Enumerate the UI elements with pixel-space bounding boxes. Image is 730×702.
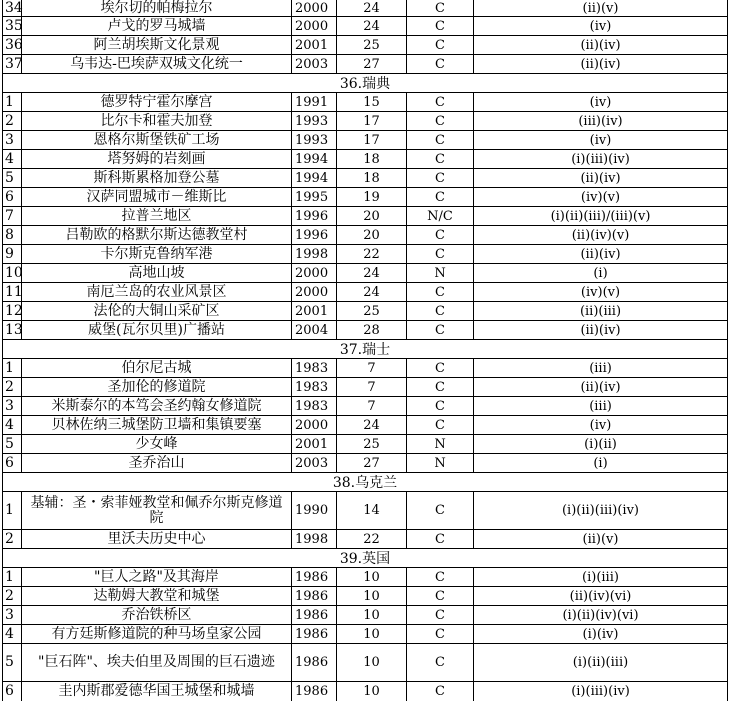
table-row — [2, 36, 728, 55]
criteria-cell: (ii)(iv) — [473, 245, 728, 263]
site-name: 恩格尔斯堡铁矿工场 — [21, 131, 291, 149]
type-cell: C — [406, 283, 473, 301]
site-name: 德罗特宁霍尔摩宫 — [21, 93, 291, 111]
year-cell: 1998 — [291, 530, 336, 548]
session-cell: 10 — [336, 625, 406, 643]
table-row — [2, 587, 728, 606]
site-name: 乔治铁桥区 — [21, 606, 291, 624]
criteria-cell: (i)(iii) — [473, 568, 728, 586]
year-cell: 1983 — [291, 359, 336, 377]
criteria-cell: (ii)(iv) — [473, 36, 728, 54]
year-cell: 1983 — [291, 397, 336, 415]
year-cell: 1994 — [291, 150, 336, 168]
heritage-table — [2, 0, 728, 701]
row-number: 9 — [2, 245, 21, 263]
table-row — [2, 150, 728, 169]
session-cell: 24 — [336, 17, 406, 35]
year-cell: 1983 — [291, 378, 336, 396]
site-name: 少女峰 — [21, 435, 291, 453]
table-row — [2, 492, 728, 530]
country-header: 38.乌克兰 — [2, 473, 728, 491]
row-number: 2 — [2, 587, 21, 605]
year-cell: 2000 — [291, 264, 336, 282]
table-row — [2, 625, 728, 644]
year-cell: 1993 — [291, 112, 336, 130]
year-cell: 1994 — [291, 169, 336, 187]
site-name: "巨人之路"及其海岸 — [21, 568, 291, 586]
session-cell: 25 — [336, 435, 406, 453]
country-header-row — [2, 340, 728, 359]
criteria-cell: (ii)(iv) — [473, 169, 728, 187]
year-cell: 1986 — [291, 644, 336, 681]
type-cell: C — [406, 321, 473, 339]
session-cell: 17 — [336, 112, 406, 130]
type-cell: C — [406, 150, 473, 168]
year-cell: 2000 — [291, 0, 336, 16]
site-name: 塔努姆的岩刻画 — [21, 150, 291, 168]
table-row — [2, 397, 728, 416]
type-cell: C — [406, 644, 473, 681]
type-cell: N — [406, 435, 473, 453]
year-cell: 1990 — [291, 492, 336, 529]
criteria-cell: (ii)(iv) — [473, 378, 728, 396]
year-cell: 1996 — [291, 207, 336, 225]
site-name: 圣乔治山 — [21, 454, 291, 472]
year-cell: 1995 — [291, 188, 336, 206]
year-cell: 1996 — [291, 226, 336, 244]
criteria-cell: (ii)(iv) — [473, 321, 728, 339]
type-cell: C — [406, 682, 473, 701]
criteria-cell: (iv) — [473, 17, 728, 35]
criteria-cell: (ii)(iii) — [473, 302, 728, 320]
criteria-cell: (iv) — [473, 93, 728, 111]
table-row — [2, 606, 728, 625]
row-number: 11 — [2, 283, 21, 301]
criteria-cell: (i) — [473, 454, 728, 472]
country-header-row — [2, 549, 728, 568]
year-cell: 2004 — [291, 321, 336, 339]
table-row — [2, 321, 728, 340]
year-cell: 1991 — [291, 93, 336, 111]
table-row — [2, 188, 728, 207]
session-cell: 25 — [336, 302, 406, 320]
year-cell: 2001 — [291, 36, 336, 54]
row-number: 36 — [2, 36, 21, 54]
session-cell: 10 — [336, 587, 406, 605]
session-cell: 18 — [336, 150, 406, 168]
year-cell: 1986 — [291, 606, 336, 624]
row-number: 3 — [2, 397, 21, 415]
row-number: 6 — [2, 454, 21, 472]
site-name: 卡尔斯克鲁纳军港 — [21, 245, 291, 263]
table-row — [2, 283, 728, 302]
table-row — [2, 359, 728, 378]
row-number: 4 — [2, 625, 21, 643]
session-cell: 24 — [336, 416, 406, 434]
type-cell: N — [406, 454, 473, 472]
row-number: 37 — [2, 55, 21, 73]
site-name: 基辅：圣・索菲娅教堂和佩乔尔斯克修道院 — [21, 492, 291, 529]
type-cell: C — [406, 36, 473, 54]
session-cell: 17 — [336, 131, 406, 149]
site-name: 汉萨同盟城市－维斯比 — [21, 188, 291, 206]
type-cell: C — [406, 530, 473, 548]
site-name: 圭内斯郡爱德华国王城堡和城墙 — [21, 682, 291, 701]
table-row — [2, 17, 728, 36]
table-row — [2, 245, 728, 264]
row-number: 3 — [2, 131, 21, 149]
year-cell: 1986 — [291, 568, 336, 586]
table-row — [2, 568, 728, 587]
session-cell: 19 — [336, 188, 406, 206]
row-number: 1 — [2, 568, 21, 586]
type-cell: C — [406, 55, 473, 73]
site-name: 威堡(瓦尔贝里)广播站 — [21, 321, 291, 339]
session-cell: 24 — [336, 264, 406, 282]
site-name: 有方廷斯修道院的种马场皇家公园 — [21, 625, 291, 643]
type-cell: C — [406, 112, 473, 130]
criteria-cell: (ii)(iv)(v) — [473, 226, 728, 244]
site-name: 圣加伦的修道院 — [21, 378, 291, 396]
table-row — [2, 302, 728, 321]
type-cell: C — [406, 492, 473, 529]
session-cell: 18 — [336, 169, 406, 187]
site-name: 贝林佐纳三城堡防卫墙和集镇要塞 — [21, 416, 291, 434]
site-name: 吕勒欧的格默尔斯达德教堂村 — [21, 226, 291, 244]
table-row — [2, 207, 728, 226]
session-cell: 10 — [336, 568, 406, 586]
year-cell: 1986 — [291, 682, 336, 701]
session-cell: 7 — [336, 359, 406, 377]
table-row — [2, 435, 728, 454]
site-name: 米斯泰尔的本笃会圣约翰女修道院 — [21, 397, 291, 415]
table-row — [2, 0, 728, 17]
table-row — [2, 378, 728, 397]
session-cell: 20 — [336, 226, 406, 244]
row-number: 13 — [2, 321, 21, 339]
row-number: 5 — [2, 644, 21, 681]
site-name: 斯科斯累格加登公墓 — [21, 169, 291, 187]
session-cell: 10 — [336, 682, 406, 701]
year-cell: 2000 — [291, 416, 336, 434]
table-row — [2, 682, 728, 701]
session-cell: 10 — [336, 606, 406, 624]
table-row — [2, 530, 728, 549]
site-name: "巨石阵"、埃夫伯里及周围的巨石遗迹 — [21, 644, 291, 681]
session-cell: 24 — [336, 283, 406, 301]
type-cell: C — [406, 625, 473, 643]
table-row — [2, 93, 728, 112]
criteria-cell: (i)(ii)(iii) — [473, 644, 728, 681]
type-cell: C — [406, 587, 473, 605]
type-cell: C — [406, 188, 473, 206]
country-header: 36.瑞典 — [2, 74, 728, 92]
country-header: 39.英国 — [2, 549, 728, 567]
criteria-cell: (i)(ii)(iv)(vi) — [473, 606, 728, 624]
country-header-row — [2, 74, 728, 93]
criteria-cell: (iii) — [473, 359, 728, 377]
criteria-cell: (iii)(iv) — [473, 112, 728, 130]
criteria-cell: (iii) — [473, 397, 728, 415]
criteria-cell: (i)(iv) — [473, 625, 728, 643]
site-name: 法伦的大铜山采矿区 — [21, 302, 291, 320]
site-name: 卢戈的罗马城墙 — [21, 17, 291, 35]
session-cell: 14 — [336, 492, 406, 529]
type-cell: C — [406, 606, 473, 624]
type-cell: C — [406, 359, 473, 377]
type-cell: C — [406, 378, 473, 396]
criteria-cell: (iv)(v) — [473, 188, 728, 206]
row-number: 12 — [2, 302, 21, 320]
type-cell: C — [406, 93, 473, 111]
session-cell: 7 — [336, 397, 406, 415]
type-cell: N — [406, 264, 473, 282]
type-cell: N/C — [406, 207, 473, 225]
type-cell: C — [406, 568, 473, 586]
table-row — [2, 169, 728, 188]
type-cell: C — [406, 169, 473, 187]
type-cell: C — [406, 302, 473, 320]
criteria-cell: (i)(ii)(iii)(iv) — [473, 492, 728, 529]
year-cell: 2001 — [291, 302, 336, 320]
row-number: 8 — [2, 226, 21, 244]
table-row — [2, 226, 728, 245]
year-cell: 2003 — [291, 55, 336, 73]
type-cell: C — [406, 397, 473, 415]
row-number: 5 — [2, 435, 21, 453]
session-cell: 15 — [336, 93, 406, 111]
row-number: 6 — [2, 682, 21, 701]
row-number: 4 — [2, 150, 21, 168]
row-number: 7 — [2, 207, 21, 225]
criteria-cell: (ii)(v) — [473, 0, 728, 16]
site-name: 南厄兰岛的农业风景区 — [21, 283, 291, 301]
year-cell: 2001 — [291, 435, 336, 453]
criteria-cell: (i)(iii)(iv) — [473, 682, 728, 701]
row-number: 2 — [2, 112, 21, 130]
year-cell: 2003 — [291, 454, 336, 472]
criteria-cell: (ii)(v) — [473, 530, 728, 548]
table-row — [2, 264, 728, 283]
year-cell: 1993 — [291, 131, 336, 149]
session-cell: 24 — [336, 0, 406, 16]
country-header: 37.瑞士 — [2, 340, 728, 358]
session-cell: 27 — [336, 55, 406, 73]
row-number: 3 — [2, 606, 21, 624]
site-name: 达勒姆大教堂和城堡 — [21, 587, 291, 605]
site-name: 拉普兰地区 — [21, 207, 291, 225]
row-number: 1 — [2, 93, 21, 111]
site-name: 乌韦达-巴埃萨双城文化统一 — [21, 55, 291, 73]
row-number: 35 — [2, 17, 21, 35]
row-number: 2 — [2, 530, 21, 548]
criteria-cell: (ii)(iv)(vi) — [473, 587, 728, 605]
table-row — [2, 112, 728, 131]
type-cell: C — [406, 0, 473, 16]
row-number: 10 — [2, 264, 21, 282]
criteria-cell: (i)(ii)(iii)/(iii)(v) — [473, 207, 728, 225]
criteria-cell: (iv) — [473, 131, 728, 149]
table-row — [2, 131, 728, 150]
site-name: 伯尔尼古城 — [21, 359, 291, 377]
type-cell: C — [406, 17, 473, 35]
session-cell: 22 — [336, 530, 406, 548]
criteria-cell: (iv) — [473, 416, 728, 434]
table-row — [2, 416, 728, 435]
row-number: 1 — [2, 359, 21, 377]
session-cell: 25 — [336, 36, 406, 54]
session-cell: 20 — [336, 207, 406, 225]
table-row — [2, 454, 728, 473]
year-cell: 2000 — [291, 283, 336, 301]
session-cell: 28 — [336, 321, 406, 339]
criteria-cell: (i) — [473, 264, 728, 282]
site-name: 阿兰胡埃斯文化景观 — [21, 36, 291, 54]
row-number: 34 — [2, 0, 21, 16]
type-cell: C — [406, 416, 473, 434]
year-cell: 1998 — [291, 245, 336, 263]
type-cell: C — [406, 245, 473, 263]
type-cell: C — [406, 226, 473, 244]
session-cell: 10 — [336, 644, 406, 681]
year-cell: 1986 — [291, 587, 336, 605]
session-cell: 22 — [336, 245, 406, 263]
session-cell: 7 — [336, 378, 406, 396]
criteria-cell: (i)(ii) — [473, 435, 728, 453]
criteria-cell: (iv)(v) — [473, 283, 728, 301]
session-cell: 27 — [336, 454, 406, 472]
row-number: 2 — [2, 378, 21, 396]
country-header-row — [2, 473, 728, 492]
type-cell: C — [406, 131, 473, 149]
row-number: 4 — [2, 416, 21, 434]
site-name: 高地山坡 — [21, 264, 291, 282]
row-number: 6 — [2, 188, 21, 206]
site-name: 埃尔切的帕梅拉尔 — [21, 0, 291, 16]
year-cell: 1986 — [291, 625, 336, 643]
table-row — [2, 55, 728, 74]
row-number: 5 — [2, 169, 21, 187]
criteria-cell: (i)(iii)(iv) — [473, 150, 728, 168]
row-number: 1 — [2, 492, 21, 529]
site-name: 比尔卡和霍夫加登 — [21, 112, 291, 130]
year-cell: 2000 — [291, 17, 336, 35]
table-row — [2, 644, 728, 682]
site-name: 里沃夫历史中心 — [21, 530, 291, 548]
criteria-cell: (ii)(iv) — [473, 55, 728, 73]
